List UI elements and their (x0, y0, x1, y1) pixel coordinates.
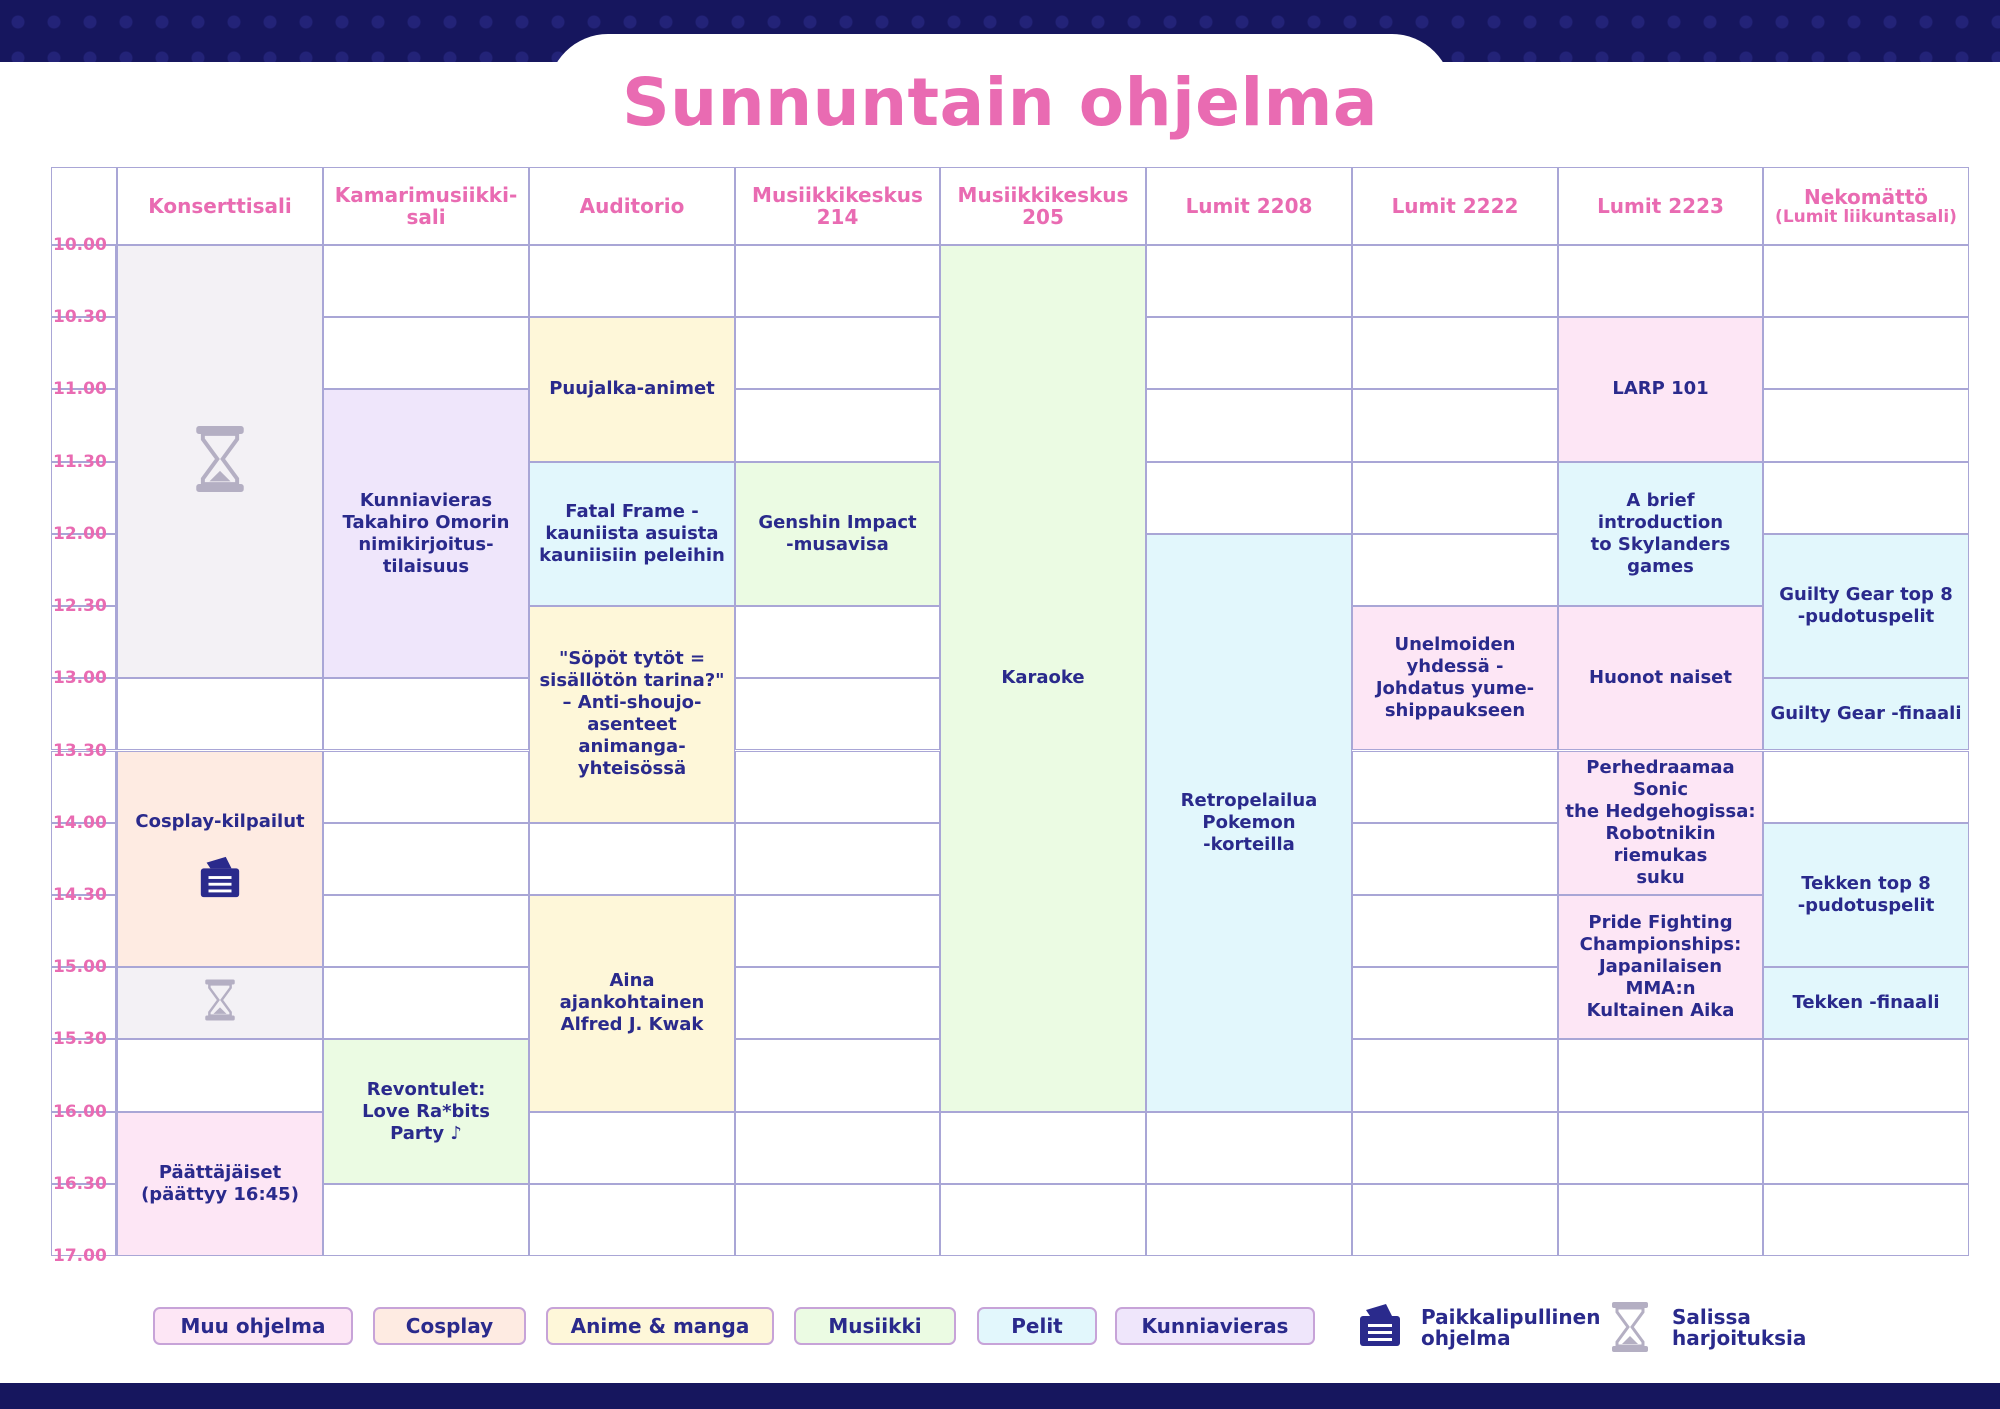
event-block[interactable] (117, 967, 323, 1039)
legend-anime-manga (546, 1307, 774, 1345)
legend-rehearsal-label: Salissa harjoituksia (1672, 1305, 1807, 1350)
time-label: 17.00 (53, 1246, 107, 1266)
venue-header (940, 167, 1146, 245)
event-block[interactable] (323, 1039, 529, 1183)
slot-cell (1763, 389, 1969, 461)
time-label: 10.30 (53, 307, 107, 328)
slot-cell (323, 245, 529, 317)
time-cell (51, 1112, 117, 1184)
venue-header (529, 167, 735, 245)
event-title: LARP 101 (1612, 378, 1709, 400)
legend-musiikki (794, 1307, 956, 1345)
time-cell (51, 389, 117, 461)
time-label: 15.30 (53, 1029, 107, 1050)
slot-cell (1352, 1112, 1558, 1184)
event-block[interactable] (1763, 534, 1969, 678)
legend-ticket-label: Paikkalipullinen ohjelma (1421, 1305, 1601, 1350)
event-title: A brief introduction to Skylanders games (1590, 489, 1731, 577)
event-block[interactable] (529, 606, 735, 823)
time-cell (51, 1039, 117, 1111)
ticket-program-icon (1356, 1302, 1404, 1354)
time-label: 11.00 (53, 379, 107, 400)
event-title: Perhedraamaa Sonic the Hedgehogissa: Robotnikin riemukas suku (1565, 756, 1756, 888)
event-title: Cosplay-kilpailut (135, 810, 305, 832)
slot-cell (1763, 317, 1969, 389)
time-label: 14.30 (53, 884, 107, 905)
slot-cell (735, 245, 940, 317)
event-title: Retropelailua Pokemon -korteilla (1180, 789, 1318, 855)
venue-header (1558, 167, 1763, 245)
venue-name: Kamarimusiikki-sali (334, 183, 518, 229)
event-block[interactable] (1558, 606, 1763, 750)
slot-cell (735, 1039, 940, 1111)
event-title: Pride Fighting Championships: Japanilaisen MMA:n Kultainen Aika (1579, 912, 1742, 1022)
slot-cell (1352, 245, 1558, 317)
venue-subname: (Lumit liikuntasali) (1775, 206, 1957, 227)
event-block[interactable] (940, 245, 1146, 1112)
slot-cell (1352, 1039, 1558, 1111)
legend-muu-ohjelma (153, 1307, 353, 1345)
event-block[interactable] (529, 895, 735, 1112)
venue-header (1352, 167, 1558, 245)
slot-cell (1352, 751, 1558, 823)
venue-header (1763, 167, 1969, 245)
slot-cell (1763, 751, 1969, 823)
event-block[interactable] (1558, 462, 1763, 606)
event-title: "Söpöt tytöt = sisällötön tarina?" – Anti-shoujo- asenteet animanga- yhteisössä (539, 648, 725, 780)
slot-cell (1352, 1184, 1558, 1256)
slot-cell (1763, 1112, 1969, 1184)
slot-cell (1352, 895, 1558, 967)
time-label: 10.00 (53, 235, 107, 255)
slot-cell (117, 678, 323, 750)
slot-cell (1558, 245, 1763, 317)
event-title: Unelmoiden yhdessä - Johdatus yume- shippaukseen (1375, 634, 1535, 722)
slot-cell (117, 1039, 323, 1111)
time-label: 12.00 (53, 523, 107, 544)
venue-header (117, 167, 323, 245)
slot-cell (1558, 1039, 1763, 1111)
slot-cell (1146, 389, 1352, 461)
slot-cell (1558, 1112, 1763, 1184)
slot-cell (1146, 1184, 1352, 1256)
event-block[interactable] (529, 462, 735, 606)
event-block[interactable] (117, 751, 323, 968)
event-block[interactable] (117, 245, 323, 678)
event-block[interactable] (1146, 534, 1352, 1112)
event-title: Huonot naiset (1589, 667, 1732, 689)
event-block[interactable] (1558, 895, 1763, 1039)
slot-cell (529, 245, 735, 317)
slot-cell (323, 823, 529, 895)
event-title: Guilty Gear top 8 -pudotuspelit (1779, 584, 1953, 628)
event-block[interactable] (1763, 823, 1969, 967)
slot-cell (1558, 1184, 1763, 1256)
slot-cell (735, 678, 940, 750)
event-title: Tekken -finaali (1792, 992, 1940, 1014)
slot-cell (940, 1184, 1146, 1256)
legend-label: Kunniavieras (1141, 1314, 1289, 1338)
legend-pelit (977, 1307, 1097, 1345)
page-title: Sunnuntain ohjelma (622, 64, 1378, 141)
legend-kunniavieras (1115, 1307, 1315, 1345)
slot-cell (529, 1112, 735, 1184)
legend-label: Musiikki (828, 1314, 922, 1338)
slot-cell (1352, 462, 1558, 534)
venue-name: Konserttisali (148, 194, 292, 218)
slot-cell (735, 1112, 940, 1184)
slot-cell (735, 895, 940, 967)
slot-cell (323, 895, 529, 967)
venue-header (735, 167, 940, 245)
time-cell (51, 751, 117, 823)
event-title: Genshin Impact -musavisa (758, 511, 917, 555)
slot-cell (1763, 1184, 1969, 1256)
event-block[interactable] (529, 317, 735, 461)
event-title: Puujalka-animet (549, 378, 715, 400)
hourglass-icon (191, 423, 249, 501)
time-label: 15.00 (53, 957, 107, 978)
hourglass-icon (202, 977, 238, 1029)
time-cell (51, 462, 117, 534)
event-block[interactable] (1352, 606, 1558, 750)
event-title: Päättäjäiset (päättyy 16:45) (141, 1161, 299, 1205)
slot-cell (1763, 462, 1969, 534)
event-block[interactable] (1763, 678, 1969, 750)
slot-cell (323, 317, 529, 389)
slot-cell (1352, 823, 1558, 895)
slot-cell (1352, 389, 1558, 461)
event-title: Aina ajankohtainen Alfred J. Kwak (559, 970, 705, 1036)
legend-cosplay (373, 1307, 526, 1345)
slot-cell (1352, 317, 1558, 389)
event-title: Kunniavieras Takahiro Omorin nimikirjoitus- tilaisuus (342, 489, 510, 577)
time-cell (51, 678, 117, 750)
event-block[interactable] (1558, 751, 1763, 895)
schedule-grid (51, 167, 1969, 1266)
venue-name: Nekomättö (1803, 184, 1928, 209)
venue-header (1146, 167, 1352, 245)
slot-cell (735, 967, 940, 1039)
time-label: 14.00 (53, 812, 107, 833)
legend-label: Muu ohjelma (180, 1314, 326, 1338)
bottom-banner (0, 1383, 2000, 1409)
legend-label: Pelit (1011, 1314, 1063, 1338)
time-label: 16.30 (53, 1173, 107, 1194)
header-corner (51, 167, 117, 245)
event-block[interactable] (1558, 317, 1763, 461)
slot-cell (1146, 317, 1352, 389)
time-label: 11.30 (53, 451, 107, 472)
event-block[interactable] (323, 389, 529, 678)
venue-name: Musiikkikeskus 205 (957, 183, 1129, 229)
slot-cell (1146, 1112, 1352, 1184)
slot-cell (1146, 462, 1352, 534)
event-title: Revontulet: Love Ra*bits Party ♪ (362, 1078, 490, 1144)
slot-cell (323, 967, 529, 1039)
ticket-program-icon (197, 855, 243, 907)
hourglass-icon (1608, 1300, 1652, 1358)
event-title: Guilty Gear -finaali (1770, 703, 1962, 725)
event-block[interactable] (1763, 967, 1969, 1039)
event-title: Karaoke (1001, 667, 1085, 689)
venue-name: Auditorio (579, 194, 685, 218)
slot-cell (735, 317, 940, 389)
venue-header (323, 167, 529, 245)
venue-name: Musiikkikeskus 214 (752, 183, 923, 229)
venue-name: Lumit 2222 (1391, 194, 1519, 218)
legend-label: Anime & manga (570, 1314, 750, 1338)
venue-name: Lumit 2223 (1597, 194, 1724, 218)
slot-cell (735, 1184, 940, 1256)
slot-cell (735, 389, 940, 461)
slot-cell (1763, 245, 1969, 317)
slot-cell (1763, 1039, 1969, 1111)
time-label: 12.30 (53, 596, 107, 617)
slot-cell (735, 751, 940, 823)
slot-cell (735, 823, 940, 895)
event-title: Fatal Frame - kauniista asuista kauniisiin peleihin (539, 500, 725, 566)
venue-name: Lumit 2208 (1185, 194, 1313, 218)
slot-cell (940, 1112, 1146, 1184)
legend-label: Cosplay (405, 1314, 494, 1338)
slot-cell (323, 751, 529, 823)
time-label: 16.00 (53, 1101, 107, 1122)
time-label: 13.30 (53, 740, 107, 761)
event-block[interactable] (117, 1112, 323, 1256)
event-block[interactable] (735, 462, 940, 606)
slot-cell (1352, 967, 1558, 1039)
slot-cell (1146, 245, 1352, 317)
slot-cell (1352, 534, 1558, 606)
slot-cell (323, 1184, 529, 1256)
slot-cell (323, 678, 529, 750)
event-title: Tekken top 8 -pudotuspelit (1797, 872, 1935, 916)
time-label: 13.00 (53, 668, 107, 689)
slot-cell (529, 823, 735, 895)
slot-cell (735, 606, 940, 678)
slot-cell (529, 1184, 735, 1256)
